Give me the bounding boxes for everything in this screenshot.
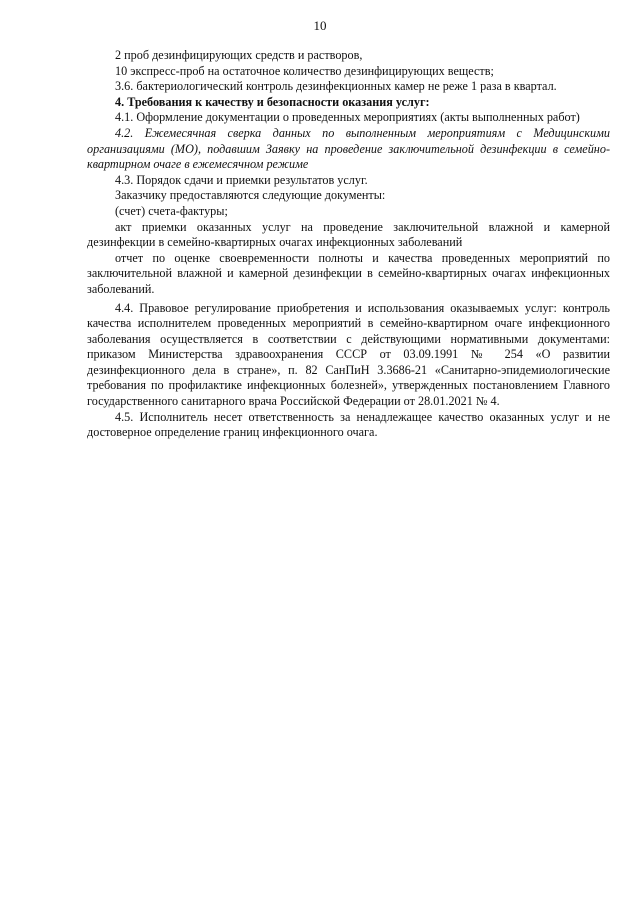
document-body <box>87 48 610 441</box>
paragraph: 4.5. Исполнитель несет ответственность за ненадлежащее качество оказанных услуг и не достоверное определение границ инфекционного очага. <box>87 409 610 440</box>
paragraph: 10 экспресс-проб на остаточное количество дезинфицирующих веществ; <box>115 63 494 78</box>
paragraph: отчет по оценке своевременности полноты и качества проведенных мероприятий по заключительной влажной и камерной дезинфекции в семейно-квартирных очагах инфекционных заболеваний. <box>87 250 610 296</box>
paragraph: 3.6. бактериологический контроль дезинфекционных камер не реже 1 раза в квартал. <box>115 79 557 94</box>
paragraph: (счет) счета-фактуры; <box>115 203 228 218</box>
paragraph: 4.3. Порядок сдачи и приемки результатов услуг. <box>115 172 368 187</box>
paragraph: Заказчику предоставляются следующие документы: <box>115 188 386 203</box>
paragraph: 4.2. Ежемесячная сверка данных по выполненным мероприятиям с Медицинскими организациями (МО), подавшим Заявку на проведение заключительной дезинфекции в семейно-квартирном очаге в ежемесячном режиме <box>87 125 610 172</box>
paragraph: акт приемки оказанных услуг на проведение заключительной влажной и камерной дезинфекции в семейно-квартирных очагах инфекционных заболеваний <box>87 219 610 250</box>
paragraph: 2 проб дезинфицирующих средств и растворов, <box>115 48 363 62</box>
paragraph: 4.4. Правовое регулирование приобретения и использования оказываемых услуг: контроль качества исполнителем проведенных мероприятий в семейно-квартирном очаге инфекционного заболевания осуществляется в соответствии с действующими нормативными документами: приказом Министерства здравоохранения СССР от 03.09.1991 № 254 «О развитии дезинфекционного дела в стране», п. 82 СанПиН 3.3686-21 «Санитарно-эпидемиологические требования по профилактике инфекционных болезней», утвержденных постановлением Главного государственного санитарного врача Российской Федерации от 28.01.2021 № 4. <box>87 300 610 409</box>
page-number: 10 <box>313 18 327 33</box>
paragraph: 4.1. Оформление документации о проведенных мероприятиях (акты выполненных работ) <box>115 110 580 125</box>
section-heading: 4. Требования к качеству и безопасности оказания услуг: <box>115 94 430 109</box>
